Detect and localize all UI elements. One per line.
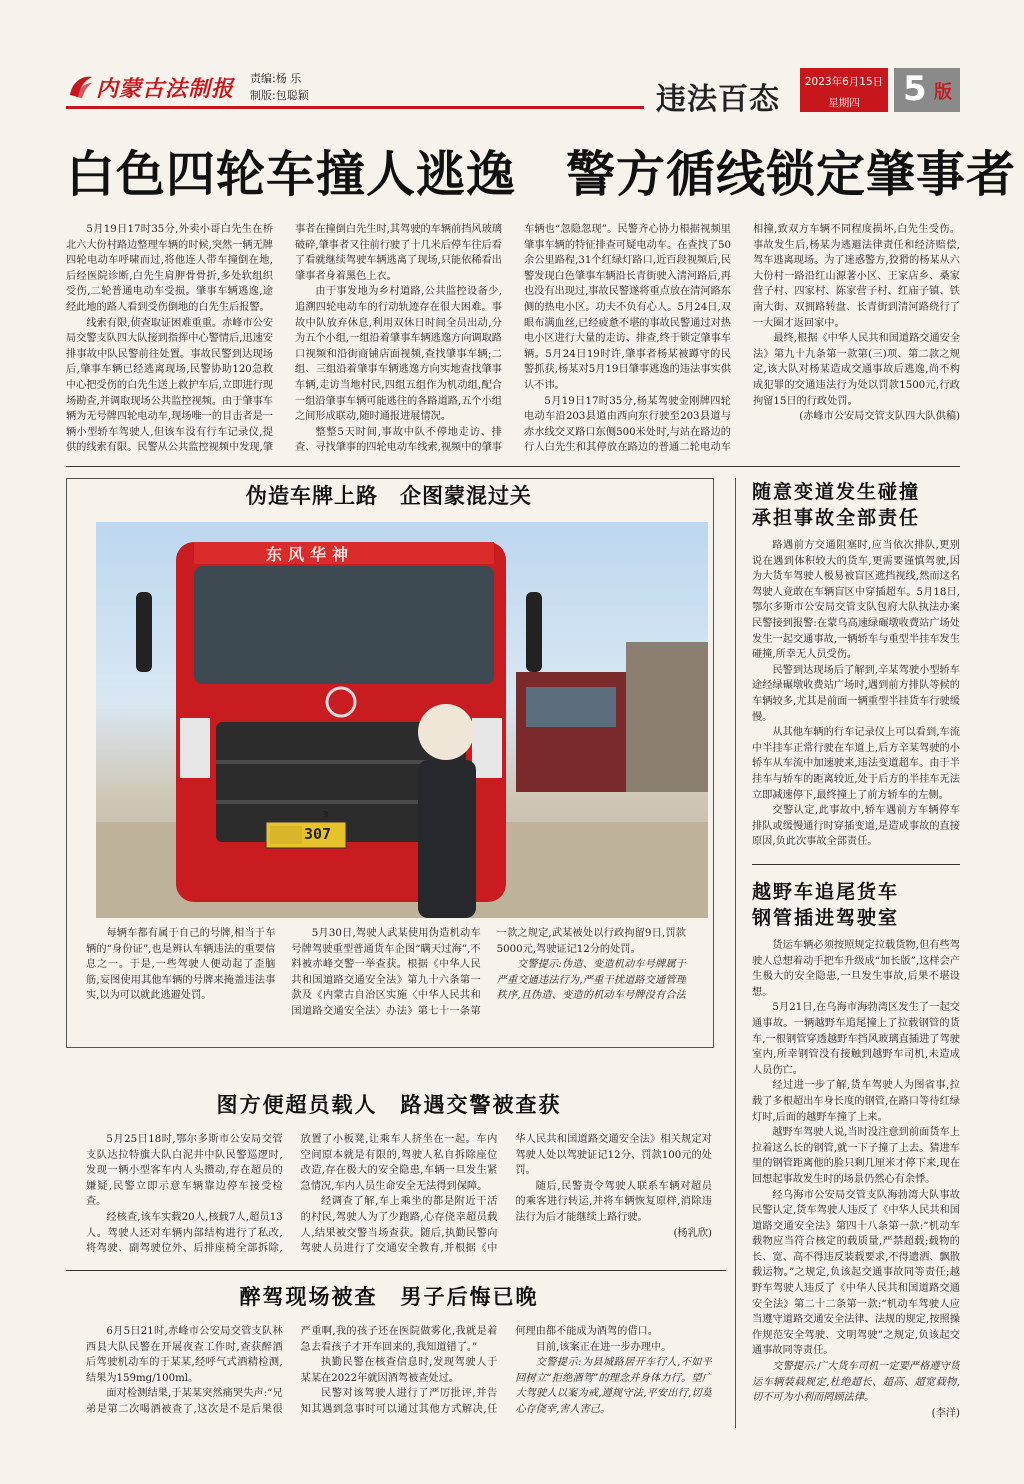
plate-blur: [270, 826, 302, 844]
overload-headline: 图方便超员载人 路遇交警被查获: [216, 1092, 562, 1117]
overload-paragraph: 经调查了解,车上乘坐的都是附近干活的村民,驾驶人为了少跑路,心存侥幸超员载人,结果被交警当场查获。随后,执勤民警向驾驶人员进行了交通安全教育,并根据《中华人民共和国道路交通安全法》相关规定对驾驶人处以驾驶证记12分、罚款100元的处罚。: [300, 1134, 712, 1255]
overload-paragraph: 5月25日18时,鄂尔多斯市公安局交管支队达拉特旗大队白泥井中队民警巡逻时,发现一辆小型客车内人头攒动,存在超员的嫌疑,民警立即示意车辆靠边停车接受检查。: [86, 1134, 283, 1208]
section-title: 违法百态: [656, 82, 780, 117]
headlight-left: [180, 718, 210, 778]
overload-bottom-rule: [66, 1270, 726, 1271]
lead-body: [66, 222, 960, 458]
lead-paragraph: 整整5天时间,事故中队不停地走访、排查、寻找肇事的四轮电动车线索,视频中的肇事车辆也“忽隐忽现”。民警齐心协力根据视频里肇事车辆的特征排查可疑电动车。在查找了50余公里路程,31个红绿灯路口,近百段视频后,民警发现白色肇事车辆沿长青街驶入清河路后,再也没有出现过,事故民警遂将重点放在清河路东侧的热电小区。功夫不负有心人。5月24日,双眼布满血丝,已经疲惫不堪的事故民警通过对热电小区进行大量的走访、排查,终于锁定肇事车辆。5月24日19时许,肇事者杨某被蹲守的民警抓获,杨某对5月19日肇事逃逸的违法事实供认不讳。: [295, 224, 731, 454]
overload-byline: (杨乳欣): [673, 1227, 712, 1239]
steel-pipe-byline: (李洋): [931, 1407, 960, 1419]
lead-byline: (赤峰市公安局交管支队四大队供稿): [799, 411, 960, 423]
overload-paragraph: 经核查,该车实载20人,核载7人,超员13人。驾驶人还对车辆内部结构进行了私改,将驾驶、副驾驶位外、后排座椅全部拆除,放置了小板凳,让乘车人挤坐在一起。车内空间原本就是有限的,驾驶人私自拆除座位改造,存在极大的安全隐患,车辆一旦发生紧急情况,车内人员生命安全无法得到保障。: [86, 1134, 498, 1255]
fake-plate-body: [86, 926, 686, 1026]
lead-paragraph: 由于事发地为乡村道路,公共监控设备少,追溯四轮电动车的行动轨迹存在很大困难。事故中队放弃休息,利用双休日时间全员出动,分为五个小组,一组沿着肇事车辆逃逸方向调取路口视频和沿街商铺店面视频,查找肇事车辆;二组、三组沿着肇事车辆逃逸方向实地查找肇事车辆,走访当地村民,四组五组作为机动组,配合一组沿肇事车辆可能逃往的各路道路,五个小组之间形成联动,随时通报进展情况。: [295, 286, 502, 423]
plate-prefix: 3: [322, 810, 329, 821]
truck-photo: [96, 522, 708, 918]
production-credit: 制版:包聪颖: [250, 89, 309, 102]
steel-pipe-paragraph: 货运车辆必须按照规定拉载货物,但有些驾驶人总想着动手把车升级成“加长版”,这样会产生极大的安全隐患,一旦发生事故,后果不堪设想。: [752, 940, 960, 998]
steel-pipe-headline-1: 越野车追尾货车: [752, 881, 900, 903]
fake-plate-tip: 交警提示:伪造、变造机动车号牌属于严重交通违法行为,严重干扰道路交通管理秩序,且伪造、变造的机动车号牌没有合法: [496, 959, 686, 1002]
lane-change-paragraph: 从其他车辆的行车记录仪上可以看到,车流中半挂车正常行驶在车道上,后方辛某驾驶的小轿车从车流中加速驶来,违法变道超车。由于半挂车与轿车的距离较近,处于后方的半挂车无法立即减速停下,最终撞上了前方轿车的左侧。: [752, 727, 960, 801]
right-divider: [752, 864, 960, 865]
lead-paragraph: 最终,根据《中华人民共和国道路交通安全法》第九十九条第一款第(三)项、第二款之规定,该大队对杨某造成交通事故后逃逸,尚不构成犯罪的交通违法行为处以罚款1500元,行政拘留15日的行政处罚。: [753, 333, 960, 407]
issue-weekday: 星期四: [828, 97, 860, 109]
drunk-paragraph: 目前,该案正在进一步办理中。: [535, 1341, 672, 1353]
steel-pipe-body: [752, 938, 960, 1428]
date-box: [800, 68, 888, 112]
background-truck: [526, 687, 616, 727]
drunk-paragraph: 面对检测结果,于某某突然痛哭失声:“兄弟是第二次喝酒被查了,这次是不是后果很严重啊,我的孩子还在医院做雾化,我就是着急去看孩子才开车回来的,我知道错了。”: [86, 1326, 498, 1415]
cab-logo-text: 东风华神: [266, 545, 355, 564]
right-column-rule: [735, 478, 736, 1428]
fake-plate-headline: 伪造车牌上路 企图蒙混过关: [246, 483, 532, 508]
lane-change-paragraph: 交警认定,此事故中,轿车遇前方车辆停车排队或缓慢通行时穿插变道,是造成事故的直接原因,负此次事故全部责任。: [752, 805, 960, 848]
logo-text: 内蒙古法制报: [96, 76, 235, 102]
person-blurred-face: [418, 704, 474, 760]
page-number: 5: [903, 69, 927, 109]
lane-change-paragraph: 路遇前方交通阻塞时,应当依次排队,更别说在遇到体积较大的货车,更需要谨慎驾驶,因为大货车驾驶人极易被盲区遮挡视线,然而这名驾驶人竟敢在车辆盲区中穿插超车。5月18日,鄂尔多斯市公安局交管支队包府大队执法办案民警接到报警:在蒙乌高速绿碾墩收费站广场处发生一起交通事故,一辆轿车与重型半挂车发生碰撞,所幸无人员受伤。: [752, 540, 960, 661]
drunk-paragraph: 6月5日21时,赤峰市公安局交管支队林西县大队民警在开展夜查工作时,查获醉酒后驾驶机动车的于某某,经呼气式酒精检测,结果为159mg/100ml。: [86, 1326, 283, 1384]
drunk-tip: 交警提示:为县城路居开车行人,不如平回树立“拒绝酒驾”的理念并身体力行。望广大驾驶人以案为戒,遵规守法,平安出行,切莫心存侥幸,害人害己。: [515, 1357, 712, 1415]
person-body: [418, 760, 476, 918]
masthead: [0, 60, 1024, 120]
newspaper-logo: [66, 68, 234, 108]
logo-emblem-icon: [66, 71, 96, 101]
page-suffix: 版: [934, 82, 952, 103]
page-number-box: [894, 68, 960, 112]
lead-paragraph: 5月19日17时35分,杨某驾驶金刚牌四轮电动车沿203县道由西向东行驶至203县道与赤水线交叉路口东侧500米处时,与站在路边的行人白先生和其停放在路边的普通二轮电动车相撞,致双方车辆不同程度损坏,白先生受伤。事故发生后,杨某为逃避法律责任和经济赔偿,驾车逃离现场。为了迷惑警方,狡猾的杨某从六大份村一路沿红山源著小区、王家店乡、桑家营子村、四家村、陈家营子村、红庙子镇、铁南大街、双拥路转盘、长青街到清河路绕行了一大圈才返回家中。: [524, 224, 960, 454]
drunk-paragraph: 民警对该驾驶人进行了严厉批评,并告知其遇到急事时可以通过其他方式解决,任何理由都不能成为酒驾的借口。: [300, 1326, 658, 1415]
lead-paragraph: 线索有限,侦查取证困难重重。赤峰市公安局交警支队四大队接到指挥中心警情后,迅速安排事故中队民警前往处置。事故民警到达现场后,肇事车辆已经逃离现场,民警协助120急救中心把受伤的白先生送上救护车后,立即进行现场勘查,并调取现场公共监控视频。由于肇事车辆为无号牌四轮电动车,现场唯一的目击者是一辆小型轿车驾驶人,但该车没有行车记录仪,提供的线索有限。民警从公共监控视频中发现,肇事者在撞倒白先生时,其驾驶的车辆前挡风玻璃破碎,肇事者又往前行驶了十几米后停车往后看了看就继续驾驶车辆逃离了现场,只能依稀看出肇事者身着黑色上衣。: [66, 224, 502, 454]
overload-paragraph: 随后,民警责令驾驶人联系车辆对超员的乘客进行转运,并将车辆恢复原样,消除违法行为后才能继续上路行驶。: [515, 1180, 712, 1223]
drunk-paragraph: 执勤民警在核查信息时,发现驾驶人于某某在2022年就因酒驾被查处过。: [300, 1357, 498, 1384]
fake-plate-paragraph: 5月30日,驾驶人武某使用伪造机动车号牌驾驶重型普通货车企图“瞒天过海”,不料被赤峰交警一举查获。根据《中华人民共和国道路交通安全法》第九十六条第一款及《内蒙古自治区实施〈中华人民共和国道路交通安全法〉办法》第七十一条第一款之规定,武某被处以行政拘留9日,罚款5000元,驾驶证记12分的处罚。: [291, 928, 686, 1017]
plate-number: 307: [304, 825, 332, 843]
lane-change-paragraph: 民警到达现场后了解到,辛某驾驶小型轿车途经绿碾墩收费站广场时,遇到前方排队等候的车辆较多,尤其是前面一辆重型半挂货车行驶缓慢。: [752, 664, 960, 723]
steel-pipe-paragraph: 越野车驾驶人说,当时没注意到前面货车上拉着这么长的钢管,就一下子撞了上去。猜进车里的钢管距离他的脸只剩几厘米才停下来,现在回想起事故发生时的场景仍然心有余悸。: [752, 1127, 960, 1185]
mirror-right: [526, 592, 542, 672]
steel-pipe-paragraph: 经过进一步了解,货车驾驶人为图省事,拉载了多根超出车身长度的钢管,在路口等待红绿灯时,后面的越野车撞了上来。: [752, 1080, 960, 1123]
issue-date: 2023年6月15日: [804, 76, 884, 88]
lane-change-headline-1: 随意变道发生碰撞: [752, 481, 921, 503]
lead-headline: 白色四轮车撞人逃逸 警方循线锁定肇事者: [66, 145, 1017, 203]
truck-illustration: [96, 522, 708, 918]
lead-bottom-rule: [66, 466, 960, 467]
drunk-headline: 醉驾现场被查 男子后悔已晚: [239, 1284, 539, 1309]
fake-plate-paragraph: 每辆车都有属于自己的号牌,相当于车辆的“身份证”,也是辨认车辆违法的重要信息之一。于是,一些驾驶人便动起了歪脑筋,妄图使用其他车辆的号牌来掩盖违法事实,以为可以就此逃避处罚。: [86, 928, 276, 1002]
drunk-body: [86, 1324, 712, 1430]
truck-windshield: [194, 566, 494, 684]
masthead-rule: [66, 106, 644, 109]
background-truck: [626, 642, 708, 792]
steel-pipe-tip: 交警提示:广大货车司机一定要严格遵守货运车辆装载规定,杜绝超长、超高、超宽载物,切不可为小利而罔顾法律。: [752, 1361, 960, 1404]
overload-body: [86, 1132, 712, 1266]
steel-pipe-paragraph: 经乌海市公安局交管支队海勃湾大队事故民警认定,货车驾驶人违反了《中华人民共和国道路交通安全法》第四十八条第一款:“机动车载物应当符合核定的载质量,严禁超载;载物的长、宽、高不得违反装载要求,不得遗洒、飘散载运物。”之规定,负该起交通事故同等责任;越野车驾驶人违反了《中华人民共和国道路交通安全法》第二十二条第一款:“机动车驾驶人应当遵守道路交通安全法律、法规的规定,按照操作规范安全驾驶、文明驾驶”之规定,负该起交通事故同等责任。: [752, 1189, 960, 1357]
mirror-left: [136, 592, 152, 672]
editor-credit: 责编:杨 乐: [250, 72, 302, 85]
lead-paragraph: 5月19日17时35分,外卖小哥白先生在桥北六大份村路边整理车辆的时候,突然一辆无牌四轮电动车呼啸而过,将他连人带车撞倒在地,后经医院诊断,白先生肩胛骨骨折,多处软组织受伤,二轮普通电动车受损。肇事车辆逃逸,途经此地的路人看到受伤倒地的白先生后报警。: [66, 224, 273, 313]
steel-pipe-paragraph: 5月21日,在乌海市海勃湾区发生了一起交通事故。一辆越野车追尾撞上了拉载钢管的货车,一根钢管穿透越野车挡风玻璃直插进了驾驶室内,所幸钢管没有接触到越野车司机,未造成人员伤亡。: [752, 1002, 960, 1076]
lane-change-body: [752, 538, 960, 850]
headlight-right: [472, 718, 502, 778]
steel-pipe-headline-2: 钢管插进驾驶室: [752, 907, 900, 929]
lane-change-headline-2: 承担事故全部责任: [752, 507, 921, 529]
